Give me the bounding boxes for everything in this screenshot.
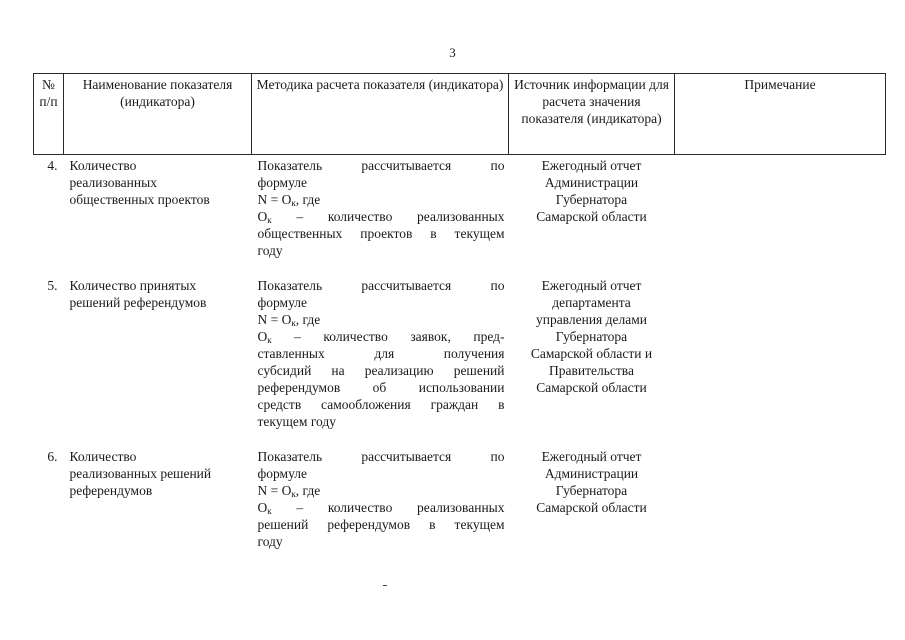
formula-prefix: N = O [257,312,292,327]
indicator-name-line: реализованных [69,175,157,190]
calculation-method [252,155,509,260]
method-intro: Показатель рассчитывается по [257,449,505,464]
formula-subscript: к [291,318,296,328]
table-header [34,74,886,155]
source-line: Ежегодный отчет [541,158,642,173]
header-row [34,74,886,155]
method-formula [258,311,505,328]
source-line: Самарской области [536,380,647,395]
method-definition [258,208,505,225]
method-definition-line: общественных проектов в текущем [257,226,505,241]
indicator-name-line: реализованных решений [69,466,212,481]
formula-suffix: , где [295,483,321,498]
indicators-table [33,73,886,550]
source-line: Администрации [544,175,639,190]
method-intro: Показатель рассчитывается по [257,278,505,293]
definition-subscript: к [267,506,272,516]
formula-prefix: N = O [257,483,292,498]
note-cell [675,448,886,550]
source-line: Губернатора [555,483,628,498]
indicators-table-wrap [33,73,885,550]
method-definition-line: ставленных для получения [257,346,505,361]
indicator-name-line: референдумов [69,483,153,498]
method-intro: Показатель рассчитывается по [257,158,505,173]
indicator-name-line: Количество [69,158,137,173]
calculation-method [252,448,509,550]
source-line: Администрации [544,466,639,481]
definition-prefix: O [257,500,268,515]
source-line: Самарской области [536,209,647,224]
indicator-name [64,277,252,430]
source-line: Самарской области [536,500,647,515]
source-line: управления делами [535,312,648,327]
row-spacer [34,259,886,277]
indicator-name [64,448,252,550]
source-line: Ежегодный отчет [541,278,642,293]
header-name: Наименование показателя (индикатора) [64,74,252,155]
definition-text: – количество реализованных [271,500,505,515]
method-intro-end: формуле [257,175,307,190]
source-line: Правительства [549,363,634,378]
row-number: 5. [47,278,58,293]
formula-subscript: к [291,489,296,499]
indicator-name-line: общественных проектов [69,192,210,207]
formula-prefix: N = O [257,192,292,207]
source-line: департамента [552,295,631,310]
definition-prefix: O [257,329,268,344]
method-definition-last: году [257,534,283,549]
method-intro-end: формуле [257,466,307,481]
method-definition-last: году [257,243,283,258]
method-definition-last: текущем году [257,414,336,429]
method-intro-end: формуле [257,295,307,310]
information-source [509,155,675,260]
indicator-name-line: Количество [69,449,137,464]
header-source: Источник информации для расчета значения показателя (индикатора) [509,74,675,155]
row-number: 6. [47,449,58,464]
method-definition-line: субсидий на реализацию решений [257,363,505,378]
method-definition-line: референдумов об использовании [257,380,505,395]
method-formula [258,191,505,208]
indicator-name [64,155,252,260]
definition-subscript: к [267,215,272,225]
source-line: Ежегодный отчет [541,449,642,464]
row-spacer [34,430,886,448]
definition-text: – количество реализованных [271,209,505,224]
indicator-name-line: решений референдумов [69,295,207,310]
header-num: № п/п [34,74,64,155]
definition-prefix: O [257,209,268,224]
definition-text: – количество заявок, пред- [271,329,505,344]
formula-subscript: к [291,198,296,208]
formula-suffix: , где [295,192,321,207]
definition-subscript: к [267,335,272,345]
method-definition-line: средств самообложения граждан в [257,397,505,412]
table-row [34,277,886,430]
formula-suffix: , где [295,312,321,327]
information-source [509,448,675,550]
source-line: Губернатора [555,192,628,207]
scan-artifact [383,585,387,586]
calculation-method [252,277,509,430]
row-number: 4. [47,158,58,173]
table-row [34,448,886,550]
method-definition-line: решений референдумов в текущем [257,517,505,532]
note-cell [675,155,886,260]
table-body [34,155,886,551]
method-definition [258,499,505,516]
source-line: Губернатора [555,329,628,344]
note-cell [675,277,886,430]
source-line: Самарской области и [530,346,653,361]
indicator-name-line: Количество принятых [69,278,197,293]
method-definition [258,328,505,345]
method-formula [258,482,505,499]
information-source [509,277,675,430]
header-note: Примечание [675,74,886,155]
table-row [34,155,886,260]
header-method: Методика расчета показателя (индикатора) [252,74,509,155]
page-number: 3 [449,45,456,60]
